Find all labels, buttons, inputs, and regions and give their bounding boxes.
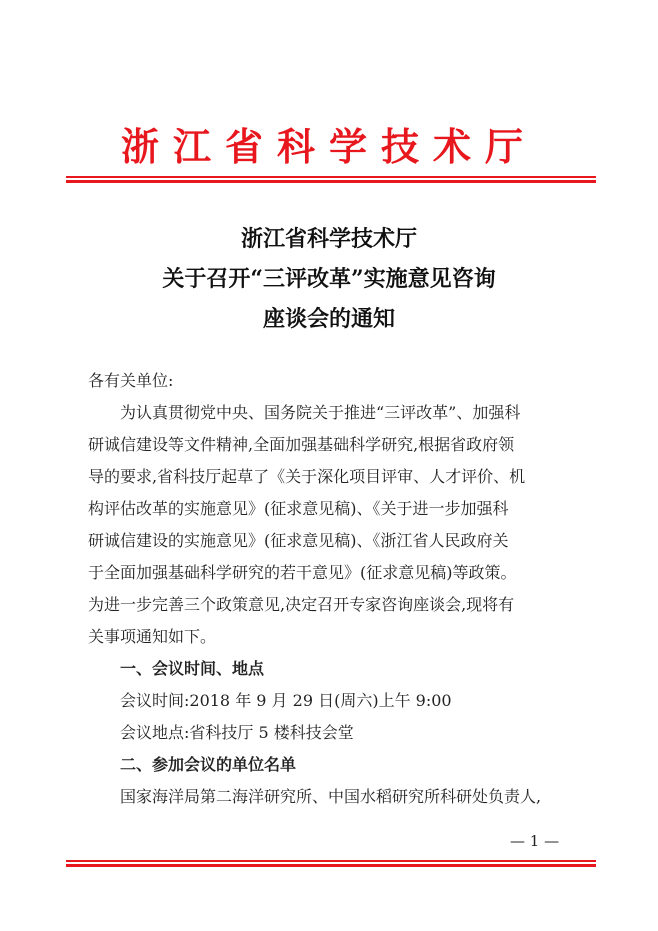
footer-rule-top (66, 860, 596, 862)
meeting-time: 会议时间:2018 年 9 月 29 日(周六)上午 9:00 (120, 691, 452, 710)
letterhead-org-name: 浙江省科学技术厅 (120, 124, 537, 169)
paragraph-line: 构评估改革的实施意见》(征求意见稿)、《关于进一步加强科 (88, 499, 509, 518)
paragraph-line: 为认真贯彻党中央、国务院关于推进“三评改革”、加强科 (120, 403, 521, 422)
title-line-2: 关于召开“三评改革”实施意见咨询 (162, 266, 496, 292)
paragraph-line: 导的要求,省科技厅起草了《关于深化项目评审、人才评价、机 (88, 467, 526, 486)
section-heading-meeting-time: 一、会议时间、地点 (120, 659, 265, 678)
salutation: 各有关单位: (88, 371, 174, 390)
meeting-place: 会议地点:省科技厅 5 楼科技会堂 (120, 723, 354, 742)
paragraph-line: 研诚信建设的实施意见》(征求意见稿)、《浙江省人民政府关 (88, 531, 509, 550)
footer-rule-bottom (66, 864, 596, 867)
paragraph-line: 为进一步完善三个政策意见,决定召开专家咨询座谈会,现将有 (88, 595, 515, 614)
section-heading-participants: 二、参加会议的单位名单 (120, 755, 297, 774)
letterhead-rule-top (66, 176, 596, 178)
letterhead-rule-bottom (66, 180, 596, 183)
paragraph-line: 关事项通知如下。 (88, 627, 217, 646)
paragraph-line: 于全面加强基础科学研究的若干意见》(征求意见稿)等政策。 (88, 563, 517, 582)
title-line-1: 浙江省科学技术厅 (240, 226, 417, 252)
paragraph-line: 研诚信建设等文件精神,全面加强基础科学研究,根据省政府领 (88, 435, 515, 454)
participants-line: 国家海洋局第二海洋研究所、中国水稻研究所科研处负责人, (120, 787, 542, 806)
page-number: — 1 — (510, 832, 560, 850)
title-line-3: 座谈会的通知 (262, 306, 395, 332)
